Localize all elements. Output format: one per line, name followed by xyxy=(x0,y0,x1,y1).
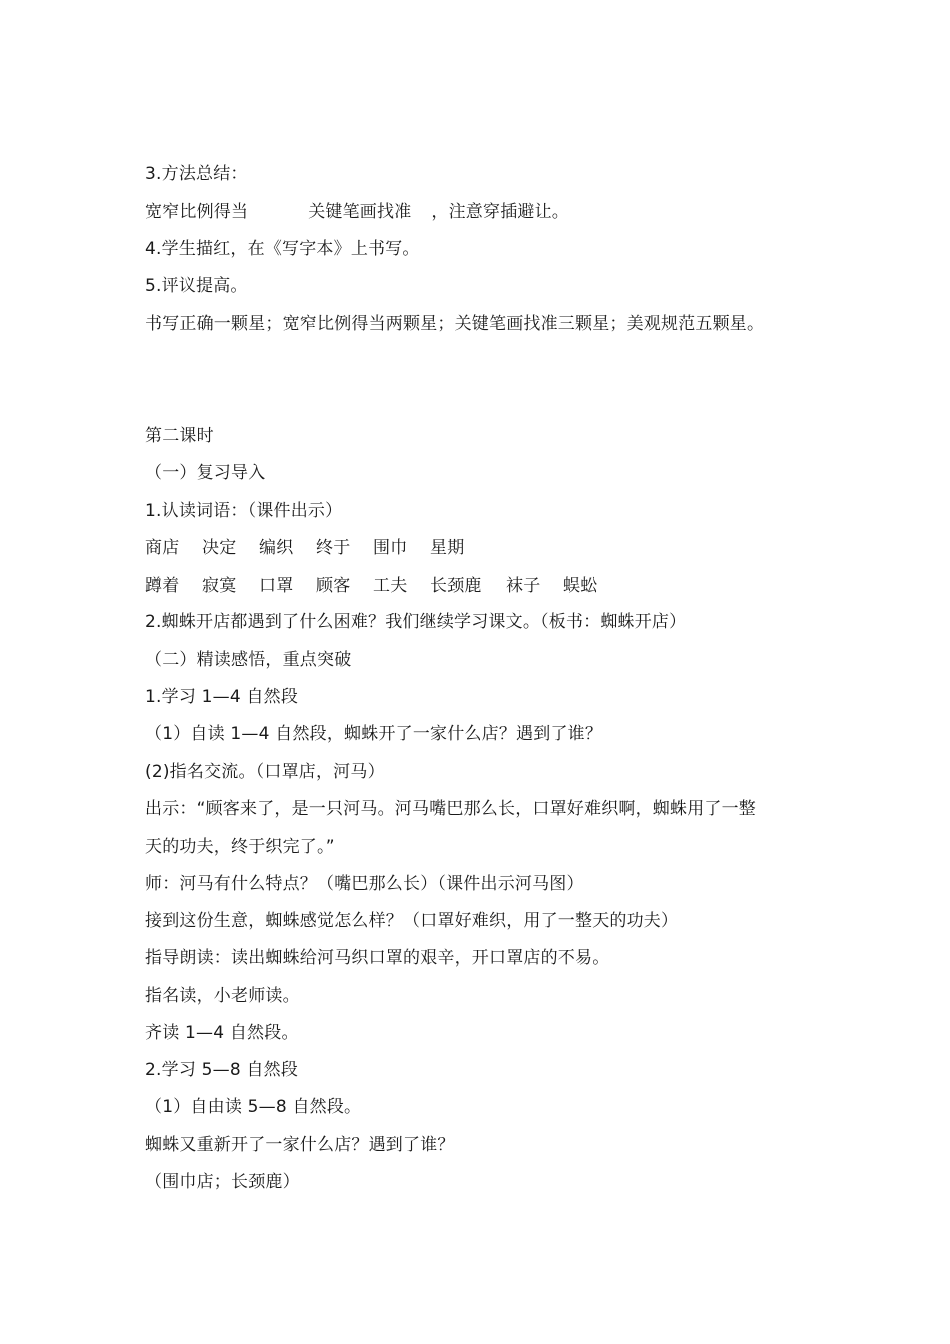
vocab-word: 袜子 xyxy=(506,576,541,596)
step-evaluation: 5.评议提高。 xyxy=(145,276,248,296)
review-heading: （一）复习导入 xyxy=(145,463,266,483)
vocabulary-row-2 xyxy=(145,575,620,597)
study-1-question-2: (2)指名交流。（口罩店，河马） xyxy=(145,762,385,782)
teacher-question: 师：河马有什么特点？（嘴巴那么长）（课件出示河马图） xyxy=(145,874,584,894)
method-summary-heading: 3.方法总结： xyxy=(145,164,248,184)
named-reading: 指名读，小老师读。 xyxy=(145,986,300,1006)
vocab-word: 顾客 xyxy=(316,576,351,596)
study-2-answer: （围巾店；长颈鹿） xyxy=(145,1172,300,1192)
step-tracing: 4.学生描红，在《写字本》上书写。 xyxy=(145,239,420,259)
method-part-width-ratio: 宽窄比例得当 xyxy=(145,202,249,222)
quote-line-1: 出示：“顾客来了，是一只河马。河马嘴巴那么长，口罩好难织啊，蜘蛛用了一整 xyxy=(145,799,757,819)
vocab-word: 蹲着 xyxy=(145,576,180,596)
evaluation-criteria: 书写正确一颗星；宽窄比例得当两颗星；关键笔画找准三颗星；美观规范五颗星。 xyxy=(145,314,765,334)
quote-line-2: 天的功夫，终于织完了。” xyxy=(145,837,335,857)
difficulty-question: 2.蜘蛛开店都遇到了什么困难？我们继续学习课文。（板书：蜘蛛开店） xyxy=(145,612,687,632)
vocab-word: 蜈蚣 xyxy=(563,576,598,596)
vocab-word: 寂寞 xyxy=(202,576,237,596)
vocab-word: 决定 xyxy=(202,538,237,558)
vocab-word: 口罩 xyxy=(259,576,294,596)
vocab-word: 工夫 xyxy=(373,576,408,596)
study-1-question-1: （1）自读 1—4 自然段，蜘蛛开了一家什么店？遇到了谁？ xyxy=(145,724,603,744)
study-2-question-1: （1）自由读 5—8 自然段。 xyxy=(145,1097,362,1117)
word-reading-item: 1.认读词语：（课件出示） xyxy=(145,501,343,521)
vocab-word: 星期 xyxy=(430,538,465,558)
study-2-question-2: 蜘蛛又重新开了一家什么店？遇到了谁？ xyxy=(145,1135,455,1155)
study-paragraphs-1-4-heading: 1.学习 1—4 自然段 xyxy=(145,687,299,707)
lesson-title: 第二课时 xyxy=(145,426,214,446)
vocab-word: 长颈鹿 xyxy=(430,576,482,596)
close-reading-heading: （二）精读感悟，重点突破 xyxy=(145,650,352,670)
feeling-question: 接到这份生意，蜘蛛感觉怎么样？（口罩好难织，用了一整天的功夫） xyxy=(145,911,679,931)
vocabulary-row-1 xyxy=(145,537,487,559)
method-part-key-stroke: 关键笔画找准 xyxy=(308,202,412,222)
method-summary-text xyxy=(145,201,569,223)
group-reading: 齐读 1—4 自然段。 xyxy=(145,1023,299,1043)
study-paragraphs-5-8-heading: 2.学习 5—8 自然段 xyxy=(145,1060,299,1080)
method-part-insertion: ，注意穿插避让。 xyxy=(431,202,570,222)
vocab-word: 编织 xyxy=(259,538,294,558)
guided-reading: 指导朗读：读出蜘蛛给河马织口罩的艰辛，开口罩店的不易。 xyxy=(145,948,610,968)
vocab-word: 围巾 xyxy=(373,538,408,558)
vocab-word: 商店 xyxy=(145,538,180,558)
vocab-word: 终于 xyxy=(316,538,351,558)
